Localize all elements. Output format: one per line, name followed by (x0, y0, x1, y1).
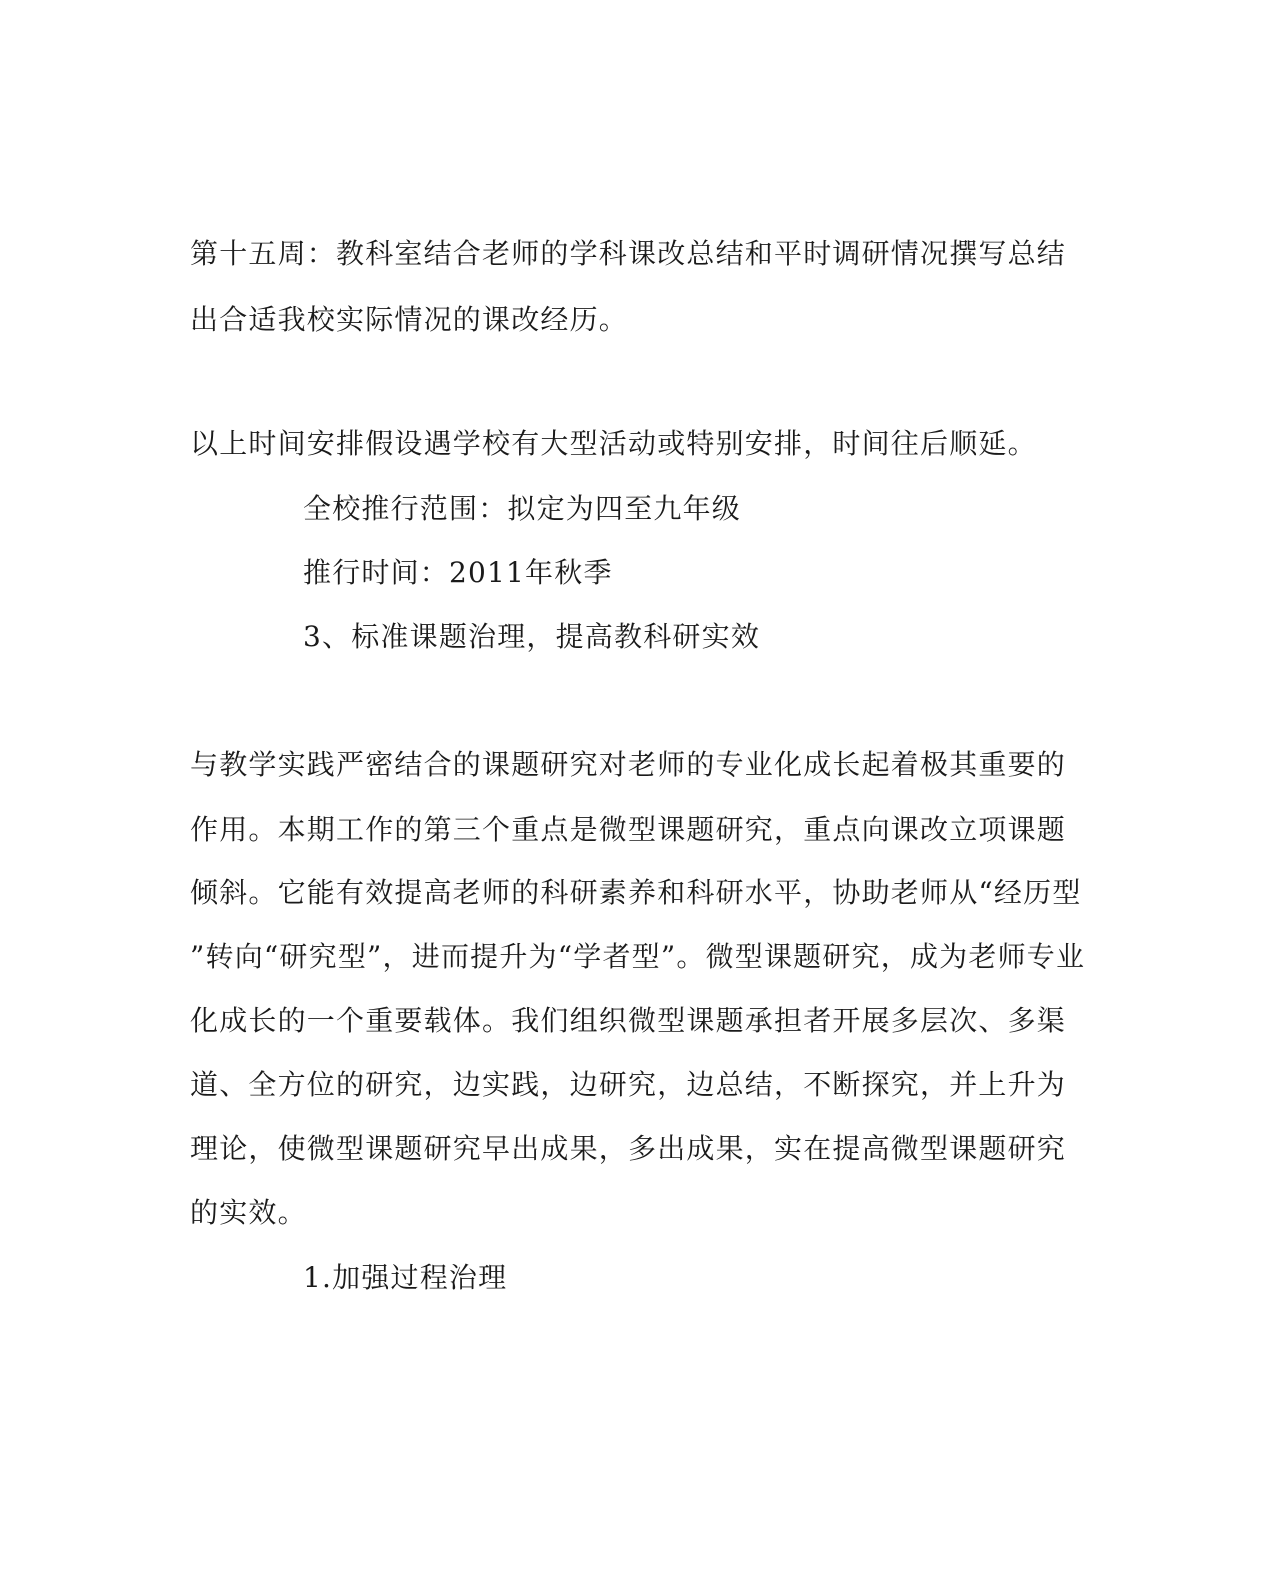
text-line: 化成长的一个重要载体。我们组织微型课题承担者开展多层次、多渠 (190, 1004, 1067, 1037)
text-line: 全校推行范围：拟定为四至九年级 (303, 492, 742, 525)
text-line: 与教学实践严密结合的课题研究对老师的专业化成长起着极其重要的 (190, 748, 1067, 781)
text-line: 出合适我校实际情况的课改经历。 (190, 303, 629, 336)
text-line: ”转向“研究型”，进而提升为“学者型”。微型课题研究，成为老师专业 (190, 940, 1086, 973)
text-line: 作用。本期工作的第三个重点是微型课题研究，重点向课改立项课题 (190, 813, 1067, 846)
text-line: 的实效。 (190, 1196, 307, 1229)
subsection-heading: 1.加强过程治理 (303, 1261, 508, 1294)
text-line: 以上时间安排假设遇学校有大型活动或特别安排，时间往后顺延。 (190, 427, 1037, 460)
text-line: 推行时间：2011年秋季 (303, 556, 613, 589)
text-line: 道、全方位的研究，边实践，边研究，边总结，不断探究，并上升为 (190, 1068, 1067, 1101)
section-heading: 3、标准课题治理，提高教科研实效 (303, 620, 761, 653)
text-line: 第十五周：教科室结合老师的学科课改总结和平时调研情况撰写总结 (190, 237, 1067, 270)
text-line: 理论，使微型课题研究早出成果，多出成果，实在提高微型课题研究 (190, 1132, 1067, 1165)
text-line: 倾斜。它能有效提高老师的科研素养和科研水平，协助老师从“经历型 (190, 876, 1082, 909)
